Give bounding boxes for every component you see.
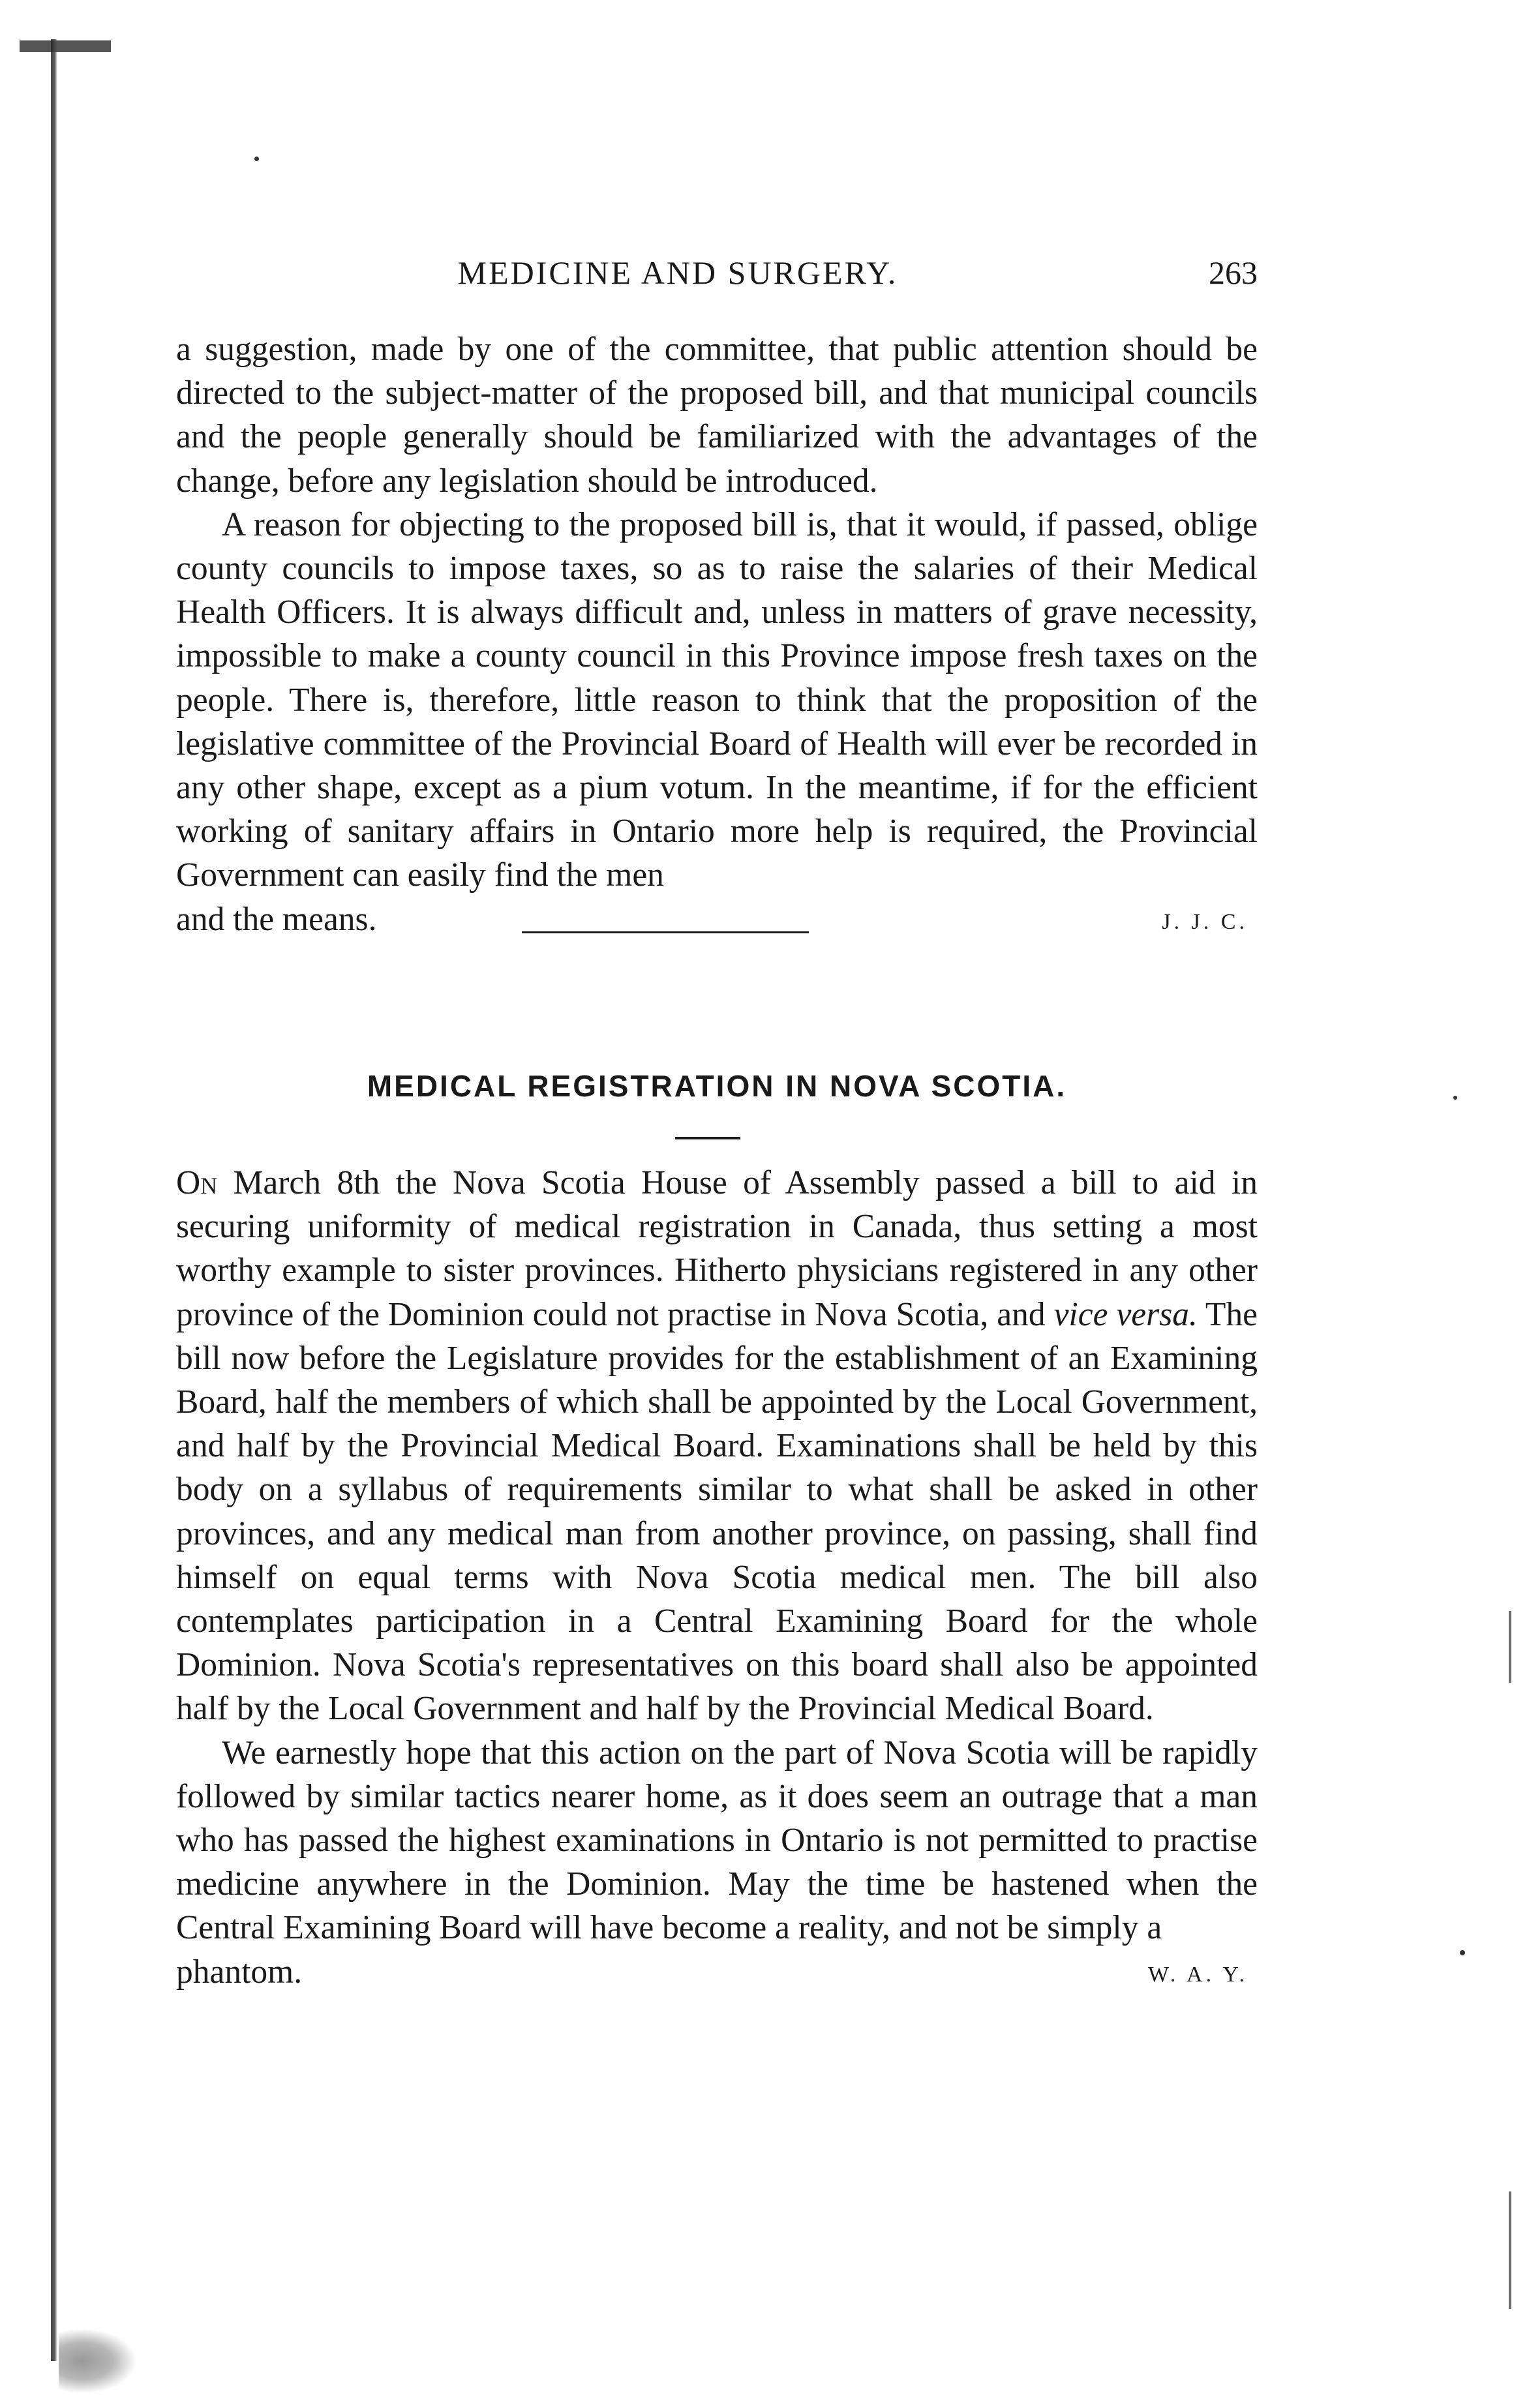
running-head (176, 250, 1258, 295)
paragraph-end: phantom. (176, 1953, 303, 1991)
binding-edge-bottom (59, 2328, 137, 2394)
paragraph-hope: We earnestly hope that this action on the part of Nova Scotia will be rapidly followed by similar tactics nearer home, as it does seem an outrage that a man who has passed the highest examinations in Ontario is not permitted to practise medicine anywhere in the Dominion. May the time be hastened when the Central Examining Board will have become a reality, and not be simply a (176, 1734, 1258, 1947)
scan-mark-right-lower (1509, 2191, 1511, 2309)
scan-speck (1460, 1950, 1465, 1955)
article-nova-scotia (176, 1161, 1258, 1994)
heading-rule (675, 1137, 740, 1139)
signature-line (176, 897, 1258, 941)
signature-line (176, 1950, 1258, 1994)
paragraph-text-a: March 8th the Nova Scotia House of Assembly passed a bill to aid in securing uniformity of medical registration in Canada, thus setting a most worthy example to sister provinces. Hitherto physicians registered in any other province of the Dominion could not practise in Nova Scotia, and (176, 1164, 1258, 1333)
scan-speck (254, 157, 259, 161)
section-divider-rule (522, 931, 809, 933)
binding-edge-top (20, 40, 111, 52)
scan-mark-right (1509, 1611, 1511, 1683)
page-number: 263 (1209, 254, 1258, 291)
binding-edge (51, 39, 57, 2361)
paragraph-end: and the means. (176, 900, 377, 938)
paragraph-continued: a suggestion, made by one of the committee, that public attention should be directed to the subject-matter of the proposed bill, and that municipal councils and the people generally should be familiarized with the advantages of the change, before any legislation should be introduced. (176, 331, 1258, 500)
paragraph-text-b: The bill now before the Legislature provides for the establishment of an Examining Board, half the members of which shall be appointed by the Local Government, and half by the Provincial Medical Board. Examinations shall be held by this body on a syllabus of requirements similar to what shall be asked in other provinces, and any medical man from another province, on passing, shall find himself on equal terms with Nova Scotia medical men. The bill also contemplates participation in a Central Examining Board for the whole Dominion. Nova Scotia's representatives on this board shall also be appointed half by the Local Government and half by the Provincial Medical Board. (176, 1295, 1258, 1728)
author-initials: J. J. C. (1162, 909, 1248, 934)
italic-phrase: vice versa. (1053, 1295, 1198, 1333)
paragraph-objection: A reason for objecting to the proposed bill is, that it would, if passed, oblige county councils to impose taxes, so as to raise the salaries of their Medical Health Officers. It is always difficult and, unless in matters of grave necessity, impossible to make a county council in this Province impose fresh taxes on the people. There is, therefore, little reason to think that the proposition of the legislative committee of the Provincial Board of Health will ever be recorded in any other shape, except as a pium votum. In the meantime, if for the efficient working of sanitary affairs in Ontario more help is required, the Provincial Government can easily find the men (176, 505, 1258, 894)
scan-speck (1453, 1096, 1457, 1100)
opening-word: On (176, 1164, 218, 1201)
author-initials: W. A. Y. (1147, 1962, 1248, 1987)
article-public-health (176, 327, 1258, 941)
running-head-title: MEDICINE AND SURGERY. (457, 254, 898, 291)
article-heading: MEDICAL REGISTRATION IN NOVA SCOTIA. (367, 1069, 1067, 1103)
paragraph-registration (176, 1161, 1258, 1731)
